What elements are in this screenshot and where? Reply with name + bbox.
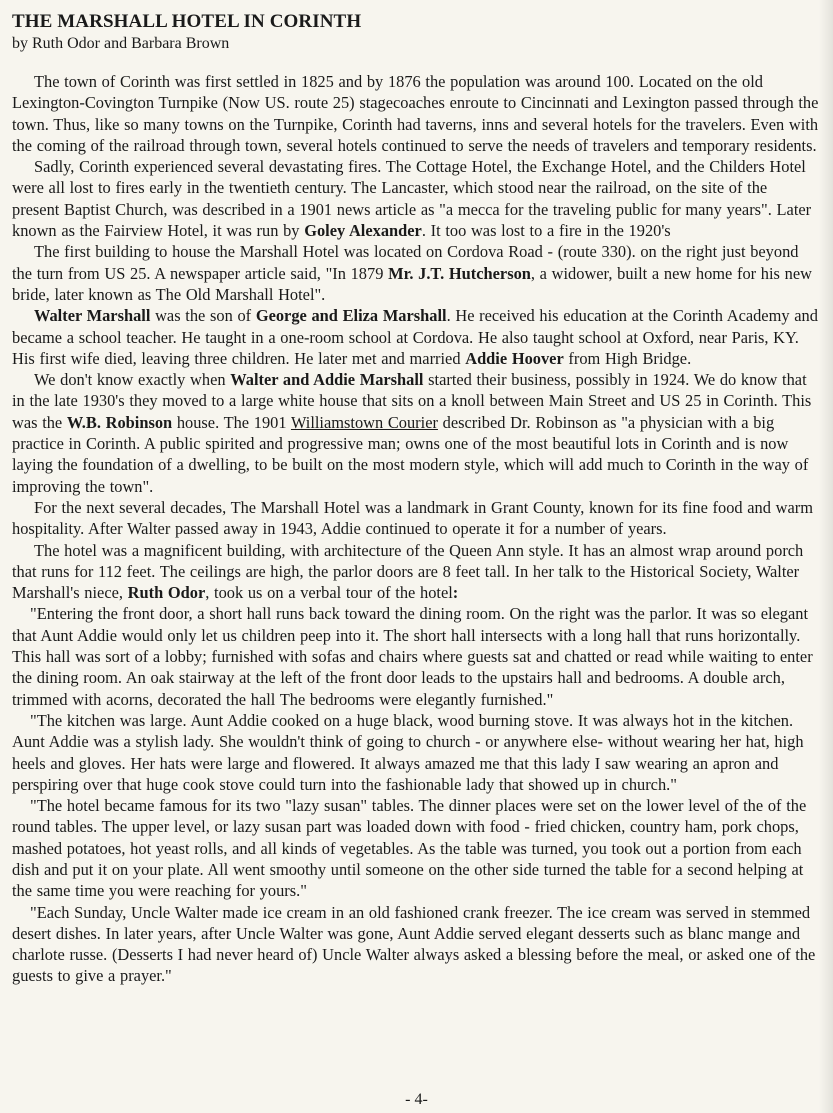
quote-front-door: "Entering the front door, a short hall runs back toward the dining room. On the right was the parlor. It was so elegant that Aunt Addie would only let us children peep into it. The short hall intersects with a long hall that runs horizontally. This hall was sort of a lobby; furnished with sofas and chairs where guests sat and chatted or read while waiting to enter the dining room. An oak stairway at the left of the front door leads to the upstairs hall and bedrooms. A double arch, trimmed with acorns, decorated the hall The bedrooms were elegantly furnished." <box>12 604 813 709</box>
quote-kitchen: "The kitchen was large. Aunt Addie cooked on a huge black, wood burning stove. It was always hot in the kitchen. Aunt Addie was a stylish lady. She wouldn't think of going to church - or anywhere else- without wearing her hat, high heels and gloves. Her hats were large and flowered. It always amazed me that this lady I saw wearing an apron and perspiring over that huge cook stove could turn into the fashionable lady that showed up in church." <box>12 710 804 794</box>
name-ruth-odor: Ruth Odor <box>127 583 206 603</box>
paragraph-landmark: For the next several decades, The Marshall Hotel was a landmark in Grant County, known for its fine food and warm hospitality. After Walter passed away in 1943, Addie continued to operate it for a number of years. <box>12 497 813 539</box>
paragraph-town-history: The town of Corinth was first settled in 1825 and by 1876 the population was around 100. Located on the old Lexington-Covington Turnpike (Now US. route 25) stagecoaches enroute to Cincinnati and Lexington passed through the town. Thus, like so many towns on the Turnpike, Corinth had taverns, inns and several hotels for the travelers. Even with the coming of the railroad through town, several hotels continued to serve the needs of travelers and temporary residents. <box>12 72 819 155</box>
quote-lazy-susan: "The hotel became famous for its two "lazy susan" tables. The dinner places were set on the lower level of the of the round tables. The upper level, or lazy susan part was loaded down with food - fried chicken, country ham, pork chops, mashed potatoes, hot yeast rolls, and all kinds of vegetables. As the table was turned, you took out a portion from each dish and put it on your plate. All went smoothy until someone on the other side turned the table for a second helping at the same time you were reaching for yours." <box>12 796 807 901</box>
name-addie-hoover: Addie Hoover <box>465 348 564 368</box>
article-title: THE MARSHALL HOTEL IN CORINTH <box>12 11 362 32</box>
paragraph-business-start: We don't know exactly when Walter and Addie Marshall started their business, possibly in 1924. We do know that in the late 1930's they moved to a large white house that sits on a knoll between Main Street and US 25 in Corinth. This was the W.B. Robinson house. The 1901 Williamstown Courier described Dr. Robinson as "a physician with a big practice in Corinth. A public spirited and progressive man; owns one of the most beautiful lots in Corinth and is now laying the foundation of a dwelling, to be built on the most modern style, which will add much to Corinth in the way of improving the town". <box>12 370 812 496</box>
name-walter-addie-marshall: Walter and Addie Marshall <box>230 370 424 390</box>
paragraph-walter-marshall: Walter Marshall was the son of George and Eliza Marshall. He received his education at the Corinth Academy and became a school teacher. He taught in a one-room school at Cordova. He also taught school at Oxford, near Paris, KY. His first wife died, leaving three children. He later met and married Addie Hoover from High Bridge. <box>12 306 818 368</box>
quote-ice-cream: "Each Sunday, Uncle Walter made ice cream in an old fashioned crank freezer. The ice cream was served in stemmed desert dishes. In later years, after Uncle Walter was gone, Aunt Addie served elegant desserts such as blanc mange and charlote russe. (Desserts I had never heard of) Uncle Walter always asked a blessing before the meal, or asked one of the guests to give a prayer." <box>12 902 816 986</box>
name-goley-alexander: Goley Alexander <box>304 221 422 241</box>
paragraph-fires: Sadly, Corinth experienced several devastating fires. The Cottage Hotel, the Exchange Hotel, and the Childers Hotel were all lost to fires early in the twentieth century. The Lancaster, which stood near the railroad, on the site of the present Baptist Church, was described in a 1901 news article as "a mecca for the traveling public for many years". Later known as the Fairview Hotel, it was run by Goley Alexander. It too was lost to a fire in the 1920's <box>12 157 812 241</box>
name-george-eliza-marshall: George and Eliza Marshall <box>255 306 447 326</box>
newspaper-title: Williamstown Courier <box>290 412 438 432</box>
name-wb-robinson: W.B. Robinson <box>66 412 173 432</box>
name-jt-hutcherson: Mr. J.T. Hutcherson <box>388 263 531 283</box>
paragraph-first-building: The first building to house the Marshall Hotel was located on Cordova Road - (route 330). on the right just beyond the turn from US 25. A newspaper article said, "In 1879 Mr. J.T. Hutcherson, a widower, built a new home for his new bride, later known as The Old Marshall Hotel". <box>12 242 812 304</box>
article-body <box>12 71 819 987</box>
paragraph-architecture: The hotel was a magnificent building, with architecture of the Queen Ann style. It has an almost wrap around porch that runs for 112 feet. The ceilings are high, the parlor doors are 8 feet tall. In her talk to the Historical Society, Walter Marshall's niece, Ruth Odor, took us on a verbal tour of the hotel: <box>12 540 804 603</box>
page-edge-shadow <box>819 0 833 1113</box>
name-walter-marshall: Walter Marshall <box>34 306 151 326</box>
article-byline: by Ruth Odor and Barbara Brown <box>12 35 230 52</box>
page-number: - 4- <box>405 1091 428 1108</box>
